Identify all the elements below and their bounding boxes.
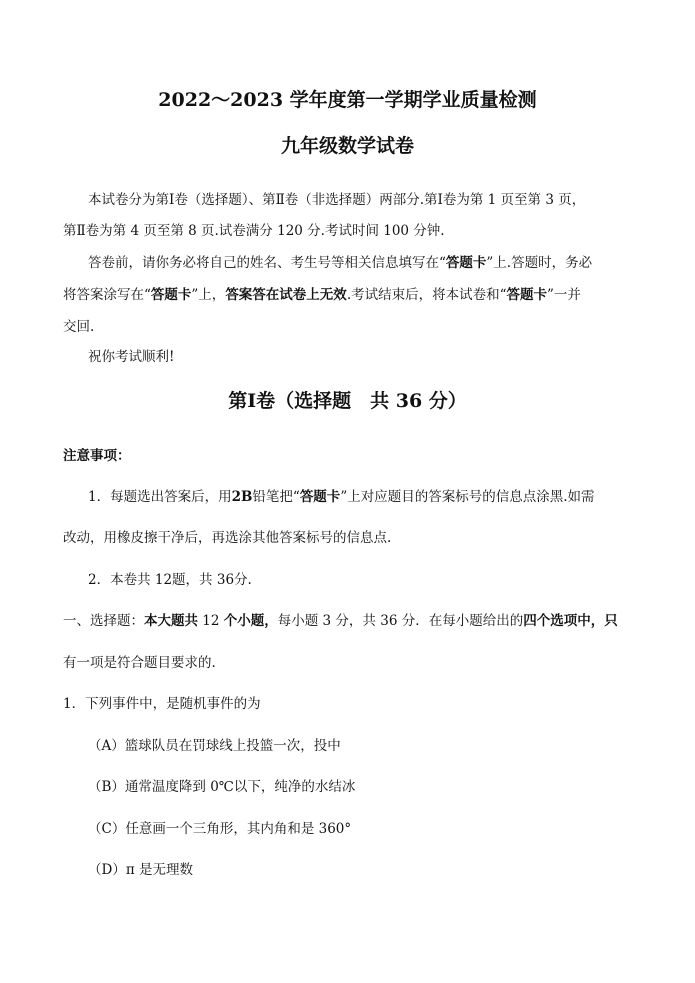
notice-item-2: 2．本卷共 12题，共 36分. xyxy=(88,572,252,588)
intro-text: ”上.答题时，务必 xyxy=(486,255,593,271)
notice-label: 注意事项： xyxy=(63,448,131,464)
intro-text: ”上， xyxy=(191,287,226,303)
part-1-text: 本大题共 xyxy=(144,613,198,629)
intro-paragraph-1-line-2: 第Ⅱ卷为第 4 页至第 8 页.试卷满分 120 分.考试时间 100 分钟. xyxy=(63,223,445,239)
intro-paragraph-1-line-1: 本试卷分为第Ⅰ卷（选择题）、第Ⅱ卷（非选择题）两部分.第Ⅰ卷为第 1 页至第 3 页， xyxy=(88,192,586,208)
notice-item-1-line-1 xyxy=(88,488,595,506)
part-1-text: 个小题， xyxy=(223,613,278,629)
notice-text: 1．每题选出答案后，用 xyxy=(88,489,232,505)
notice-item-1-line-2: 改动，用橡皮擦干净后，再选涂其他答案标号的信息点. xyxy=(63,530,392,546)
section-heading: 第Ⅰ卷（选择题 共 36 分） xyxy=(228,390,467,412)
part-1-text: 每小题 3 分，共 36 分．在每小题给出的 xyxy=(277,613,524,629)
intro-text: .考试结束后，将本试卷和“ xyxy=(346,287,507,303)
part-1-text: 12 xyxy=(198,613,224,629)
part-1-text: ，只 xyxy=(590,613,618,629)
exam-title: 2022～2023 学年度第一学期学业质量检测 xyxy=(158,89,537,111)
answer-card-emphasis: 答题卡 xyxy=(299,489,341,505)
part-1-instructions-line-2: 有一项是符合题目要求的. xyxy=(63,655,216,671)
intro-text: 答卷前，请你务必将自己的姓名、考生号等相关信息填写在“ xyxy=(88,255,446,271)
four-options-emphasis: 四个选项中 xyxy=(523,613,591,629)
intro-paragraph-2-line-2 xyxy=(63,286,581,304)
intro-paragraph-2-line-1 xyxy=(88,254,592,272)
question-1-option-a: （A）篮球队员在罚球线上投篮一次，投中 xyxy=(88,738,341,754)
intro-paragraph-2-line-3: 交回. xyxy=(63,319,95,335)
good-luck-text: 祝你考试顺利! xyxy=(88,349,175,365)
answer-card-emphasis: 答题卡 xyxy=(150,287,192,303)
notice-text: ”上对应题目的答案标号的信息点涂黑.如需 xyxy=(340,489,595,505)
question-1-option-c: （C）任意画一个三角形，其内角和是 360° xyxy=(88,821,352,837)
answer-card-emphasis: 答题卡 xyxy=(445,255,487,271)
part-1-label: 一、选择题： xyxy=(63,613,144,629)
intro-text: ”一并 xyxy=(547,287,581,303)
notice-text: 铅笔把“ xyxy=(252,489,300,505)
pencil-type-emphasis: 2B xyxy=(231,489,253,505)
intro-text: 将答案涂写在“ xyxy=(63,287,151,303)
invalid-answer-warning: 答案答在试卷上无效 xyxy=(225,287,347,303)
question-1-stem: 1．下列事件中，是随机事件的为 xyxy=(63,696,261,712)
answer-card-emphasis: 答题卡 xyxy=(506,287,548,303)
part-1-instructions-line-1 xyxy=(63,612,618,630)
question-1-option-b: （B）通常温度降到 0℃以下，纯净的水结冰 xyxy=(88,779,356,795)
exam-subtitle: 九年级数学试卷 xyxy=(280,135,414,157)
question-1-option-d: （D）π 是无理数 xyxy=(88,862,193,878)
